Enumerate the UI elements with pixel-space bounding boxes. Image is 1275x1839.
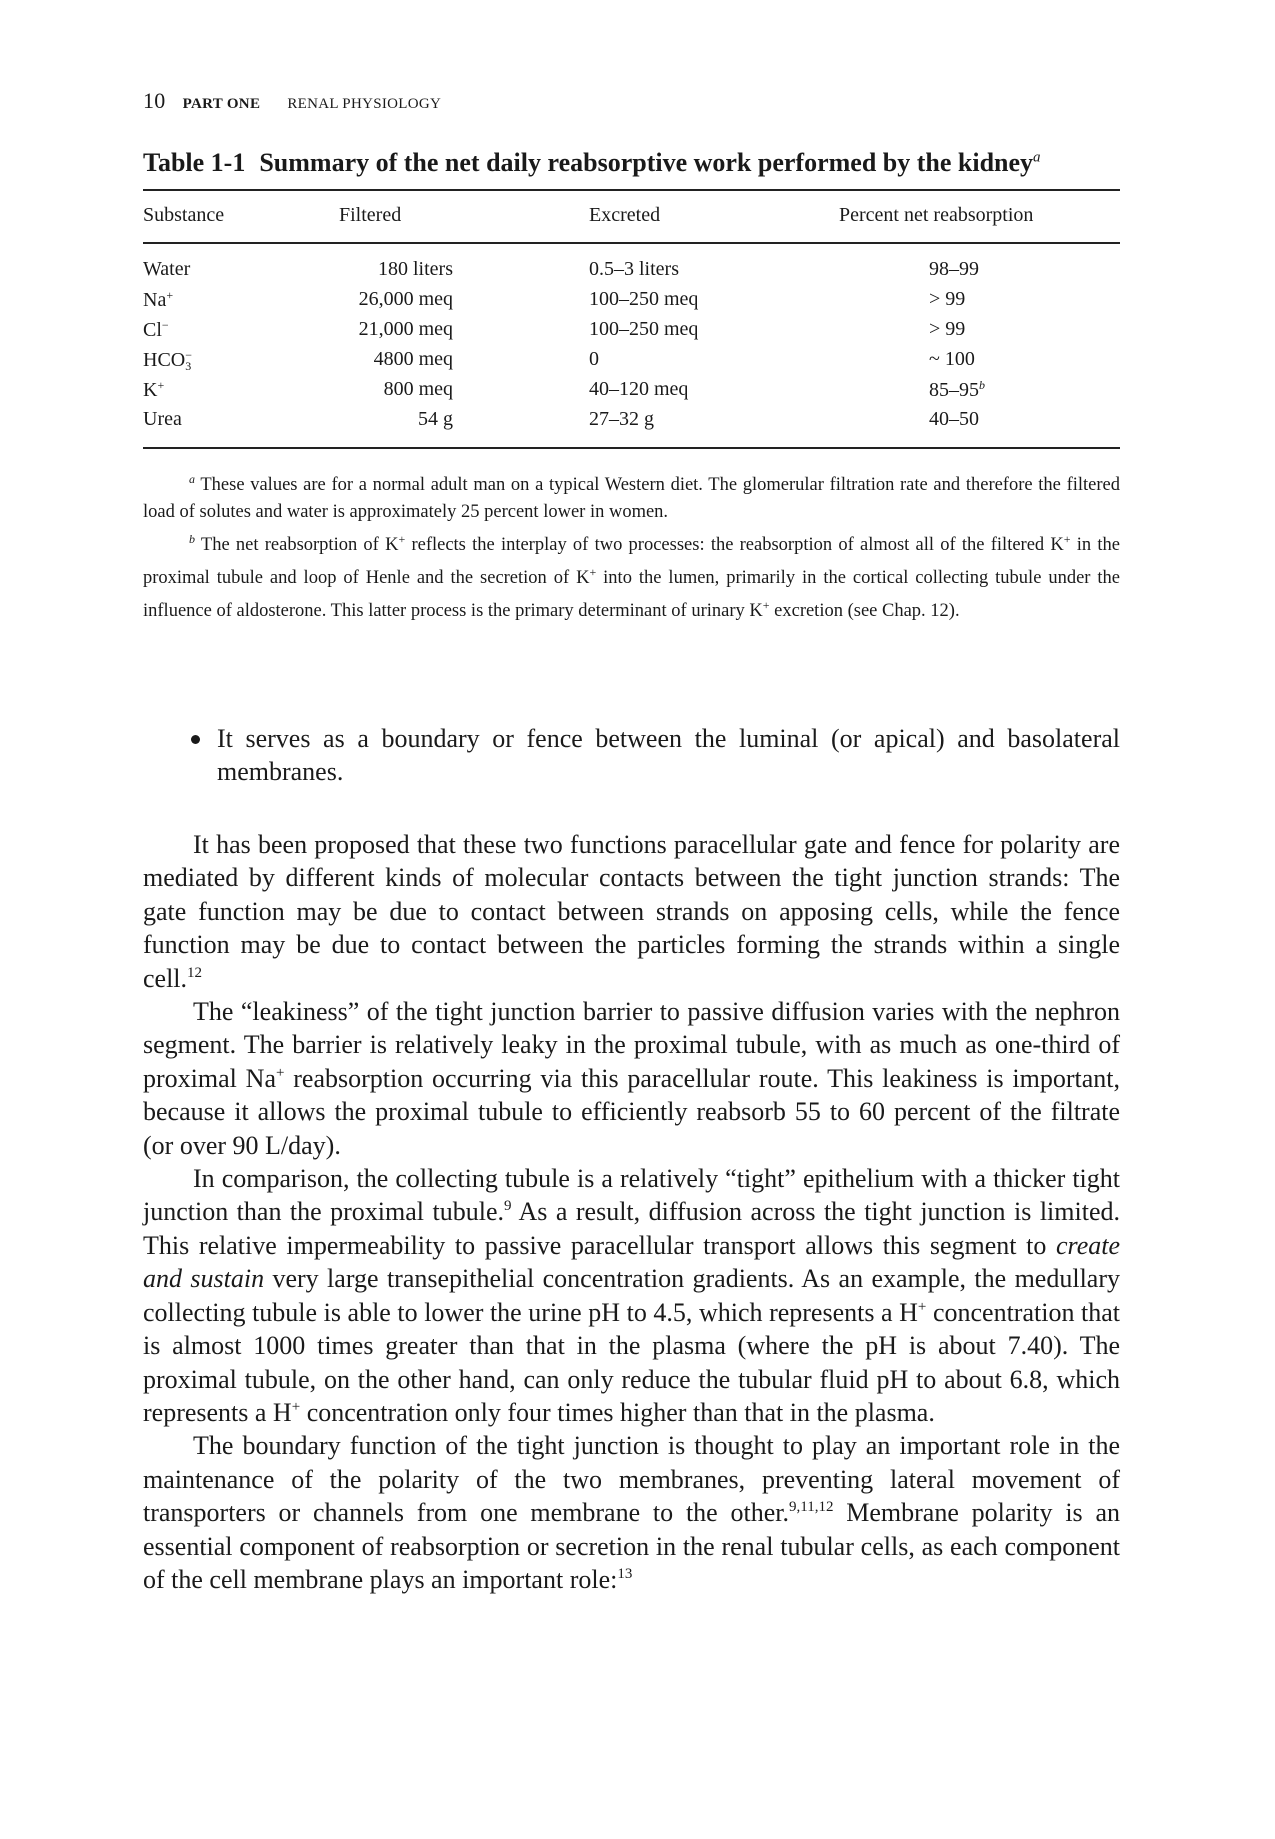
cell-substance: Na+ [143,288,174,311]
paragraph: The boundary function of the tight junction is thought to play an important role in the maintenance of the polarity of the two membranes, preventing lateral movement of transporters or channels from one membrane to the other.$^{9,11,12}$ Membrane polarity is an essential component of reabsorption or secretion in the renal tubular cells, as each component of the cell membrane plays an important role:$^{13}$ [143,1431,1121,1594]
footnote-b: $^b$ The net reabsorption of K+ reflects the interplay of two processes: the reabsorption of almost all of the filtered K+ in the proximal tubule and loop of Henle and the secretion of K+ into the lumen, primarily in the cortical collecting tubule under the influence of aldosterone. This latter process is the primary determinant of urinary K+ excretion (see Chap. 12). [143,532,1120,621]
column-header: Filtered [339,204,402,226]
cell-substance: Cl− [143,318,169,341]
paragraph: In comparison, the collecting tubule is a relatively “tight” epithelium with a thicker tight junction than the proximal tubule.$^9$ As a result, diffusion across the tight junction is limited. This relative impermeability to passive paracellular transport allows this segment to create and sustain very large transepithelial concentration gradients. As an example, the medullary collecting tubule is able to lower the urine pH to 4.5, which represents a H+ concentration that is almost 1000 times greater than that in the plasma (where the pH is about 7.40). The proximal tubule, on the other hand, can only reduce the tubular fluid pH to about 6.8, which represents a H+ concentration only four times higher than that in the plasma. [143,1164,1120,1427]
cell-percent: 98–99 [929,258,979,280]
cell-excreted: 100–250 meq [589,288,699,310]
page-number: 10 [143,88,166,113]
column-header: Percent net reabsorption [839,204,1034,226]
section-label: RENAL PHYSIOLOGY [287,96,442,112]
running-head [143,88,441,114]
cell-substance: K+ [143,378,165,401]
cell-filtered: 21,000 meq [358,318,453,340]
cell-percent: > 99 [929,288,966,310]
cell-excreted: 100–250 meq [589,318,699,340]
table-bottom-rule [143,447,1120,449]
cell-filtered: 54 g [418,408,453,430]
table-title: Summary of the net daily reabsorptive work performed by the kidney [259,148,1034,177]
bullet-item [193,722,1120,788]
footnote-a: $^a$ These values are for a normal adult man on a typical Western diet. The glomerular filtration rate and therefore the filtered load of solutes and water is approximately 25 percent lower in women. [143,472,1120,522]
table-header-rule [143,242,1120,244]
table-top-rule [143,189,1120,191]
cell-filtered: 800 meq [383,378,453,400]
cell-excreted: 27–32 g [589,408,654,430]
table-caption [143,148,1120,178]
column-header: Excreted [589,204,661,226]
part-label: PART ONE [182,96,261,112]
cell-percent: 40–50 [929,408,979,430]
bullet-text: It serves as a boundary or fence between the luminal (or apical) and basolateral membranes. [217,724,1120,786]
cell-substance: Water [143,258,191,280]
table-footnotes [143,466,1120,625]
cell-percent: ~ 100 [929,348,975,370]
cell-substance: $HCO_3^-$ [143,348,193,373]
table-number: Table 1-1 [143,148,246,177]
table-title-footnote-mark: a [1033,149,1041,166]
cell-filtered: 4800 meq [373,348,453,370]
cell-percent: > 99 [929,318,966,340]
body-text [143,828,1120,1596]
cell-percent: 85–95$^b$ [929,378,985,401]
paragraph: The “leakiness” of the tight junction barrier to passive diffusion varies with the nephron segment. The barrier is relatively leaky in the proximal tubule, with as much as one-third of proximal Na+ reabsorption occurring via this paracellular route. This leakiness is important, because it allows the proximal tubule to efficiently reabsorb 55 to 60 percent of the filtrate (or over 90 L/day). [143,997,1121,1160]
cell-excreted: 0.5–3 liters [589,258,679,280]
paragraph: It has been proposed that these two functions paracellular gate and fence for polarity are mediated by different kinds of molecular contacts between the tight junction strands: The gate function may be due to contact between strands on apposing cells, while the fence function may be due to contact between the particles forming the strands within a single cell.$^{12}$ [143,830,1120,993]
cell-filtered: 26,000 meq [358,288,453,310]
cell-excreted: 40–120 meq [589,378,689,400]
bullet-dot-icon [191,735,200,744]
column-header: Substance [143,204,225,226]
cell-filtered: 180 liters [378,258,453,280]
cell-substance: Urea [143,408,182,430]
cell-excreted: 0 [589,348,599,370]
